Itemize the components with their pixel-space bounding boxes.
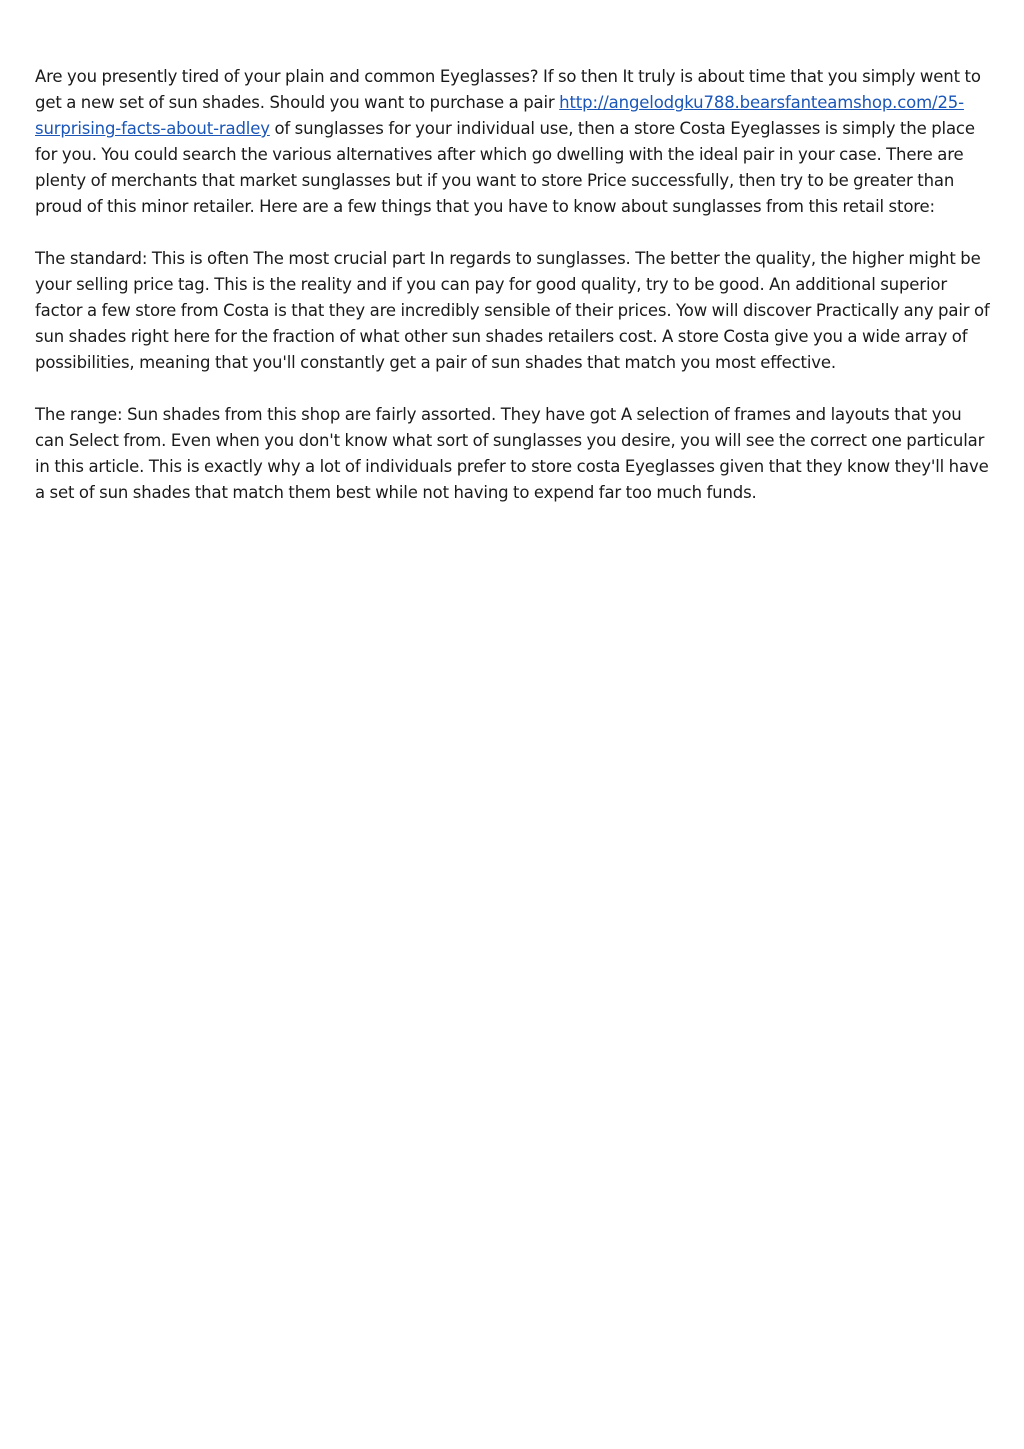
document-page <box>35 64 995 532</box>
paragraph-quality: The standard: This is often The most crucial part In regards to sunglasses. The better the quality, the higher might be your selling price tag. This is the reality and if you can pay for good quality, try to be good. An additional superior factor a few store from Costa is that they are incredibly sensible of their prices. Yow will discover Practically any pair of sun shades right here for the fraction of what other sun shades retailers cost. A store Costa give you a wide array of possibilities, meaning that you'll constantly get a pair of sun shades that match you most effective. <box>35 249 990 372</box>
paragraph-range: The range: Sun shades from this shop are fairly assorted. They have got A selection of frames and layouts that you can Select from. Even when you don't know what sort of sunglasses you desire, you will see the correct one particular in this article. This is exactly why a lot of individuals prefer to store costa Eyeglasses given that they know they'll have a set of sun shades that match them best while not having to expend far too much funds. <box>35 405 989 502</box>
paragraph-intro-text-before-link: Are you presently tired of your plain and common Eyeglasses? If so then It truly is about time that you simply went to get a new set of sun shades. Should you want to purchase a pair <box>35 67 981 112</box>
article-link[interactable]: http://angelodgku788.bearsfanteamshop.com/25-surprising-facts-about-radley <box>35 93 964 138</box>
paragraph-intro-text-after-link: of sunglasses for your individual use, then a store Costa Eyeglasses is simply the place for you. You could search the various alternatives after which go dwelling with the ideal pair in your case. There are plenty of merchants that market sunglasses but if you want to store Price successfully, then try to be greater than proud of this minor retailer. Here are a few things that you have to know about sunglasses from this retail store: <box>35 119 975 216</box>
paragraph-intro <box>35 64 995 220</box>
